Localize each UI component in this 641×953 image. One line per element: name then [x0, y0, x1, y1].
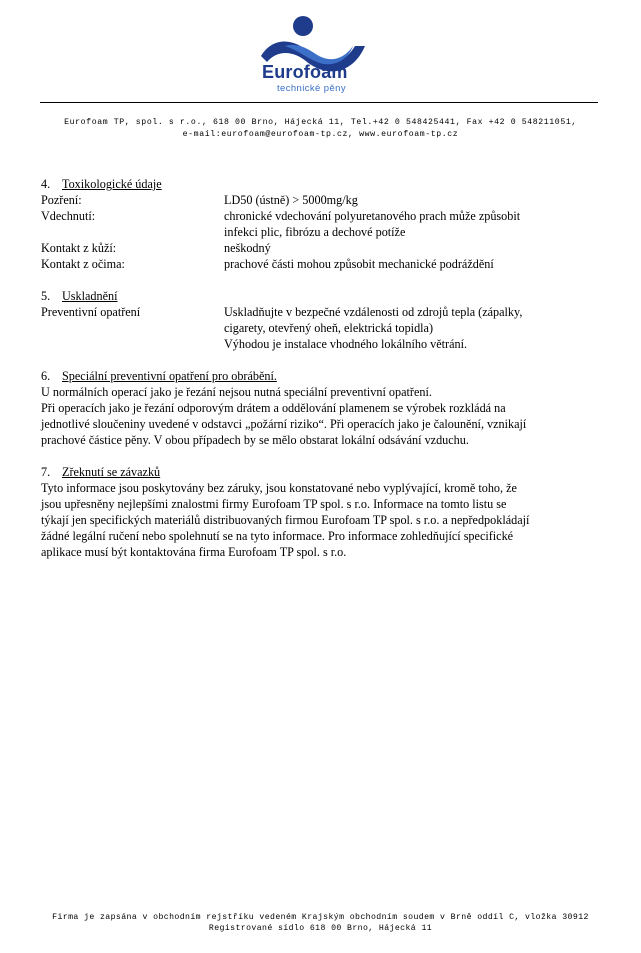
company-address: Eurofoam TP, spol. s r.o., 618 00 Brno, Hájecká 11, Tel.+42 0 548425441, Fax +42 0 548211051, [64, 118, 577, 127]
field-value: neškodný [224, 241, 271, 255]
footer-seat: Registrované sídlo 618 00 Brno, Hájecká 11 [208, 924, 433, 933]
section-heading: 7. Zřeknutí se závazků [41, 465, 161, 479]
field-row [41, 192, 601, 208]
section-paragraph: Tyto informace jsou poskytovány bez záruky, jsou konstatované nebo vyplývající, kromě toho, že jsou upřesněny nejlepšími znalostmi firmy Eurofoam TP spol. s r.o. Informace na tomto listu se týkají jen specifických materiálů distribuovaných firmou Eurofoam TP spol. s r.o. a nepředpokládají žádné legální ručení nebo spolehnutí se na tyto informace. Pro informace zohledňující specifické aplikace musí být kontaktována firma Eurofoam TP spol. s r.o. [41, 481, 530, 559]
field-row [41, 256, 601, 272]
field-row [41, 240, 601, 256]
brand-name: Eurofoam [262, 62, 348, 82]
section-heading: 5. Uskladnění [41, 289, 118, 303]
field-label: Kontakt z kůží: [41, 241, 117, 255]
section-title: Speciální preventivní opatření pro obrábění. [62, 369, 277, 383]
field-value: Uskladňujte v bezpečné vzdálenosti od zdrojů tepla (zápalky, cigarety, otevřený oheň, elektrická topidla) Výhodou je instalace vhodného lokálního větrání. [224, 305, 523, 351]
brand-tagline: technické pěny [277, 83, 346, 94]
field-label: Vdechnutí: [41, 209, 96, 223]
company-contact: e-mail:eurofoam@eurofoam-tp.cz, www.eurofoam-tp.cz [182, 130, 459, 139]
section-title: Toxikologické údaje [62, 177, 162, 191]
section-heading: 4. Toxikologické údaje [41, 177, 162, 191]
footer-registration: Firma je zapsána v obchodním rejstříku vedeném Krajským obchodním soudem v Brně oddíl C, vložka 30912 [52, 913, 589, 922]
field-value: prachové části mohou způsobit mechanické podráždění [224, 257, 494, 271]
field-label: Pozření: [41, 193, 82, 207]
section-heading: 6. Speciální preventivní opatření pro obrábění. [41, 369, 277, 383]
field-row [41, 208, 601, 240]
field-label: Preventivní opatření [41, 305, 141, 319]
field-value: chronické vdechování polyuretanového prach může způsobit infekci plic, fibrózu a dechové potíže [224, 209, 521, 239]
section-title: Zřeknutí se závazků [62, 465, 161, 479]
document-body [41, 176, 601, 560]
field-value: LD50 (ústně) > 5000mg/kg [224, 193, 358, 207]
field-label: Kontakt z očima: [41, 257, 125, 271]
header-divider [40, 102, 598, 103]
section-paragraph: U normálních operací jako je řezání nejsou nutná speciální preventivní opatření. Při operacích jako je řezání odporovým drátem a oddělování plamenem se výrobek rozkládá na jednotlivé sloučeniny uvedené v odstavci „požární riziko“. Při operacích jako je čalounění, vznikají prachové částice pěny. V obou případech by se mělo obstarat lokální odsávání vzduchu. [41, 385, 527, 447]
section-title: Uskladnění [62, 289, 118, 303]
field-row [41, 304, 601, 352]
